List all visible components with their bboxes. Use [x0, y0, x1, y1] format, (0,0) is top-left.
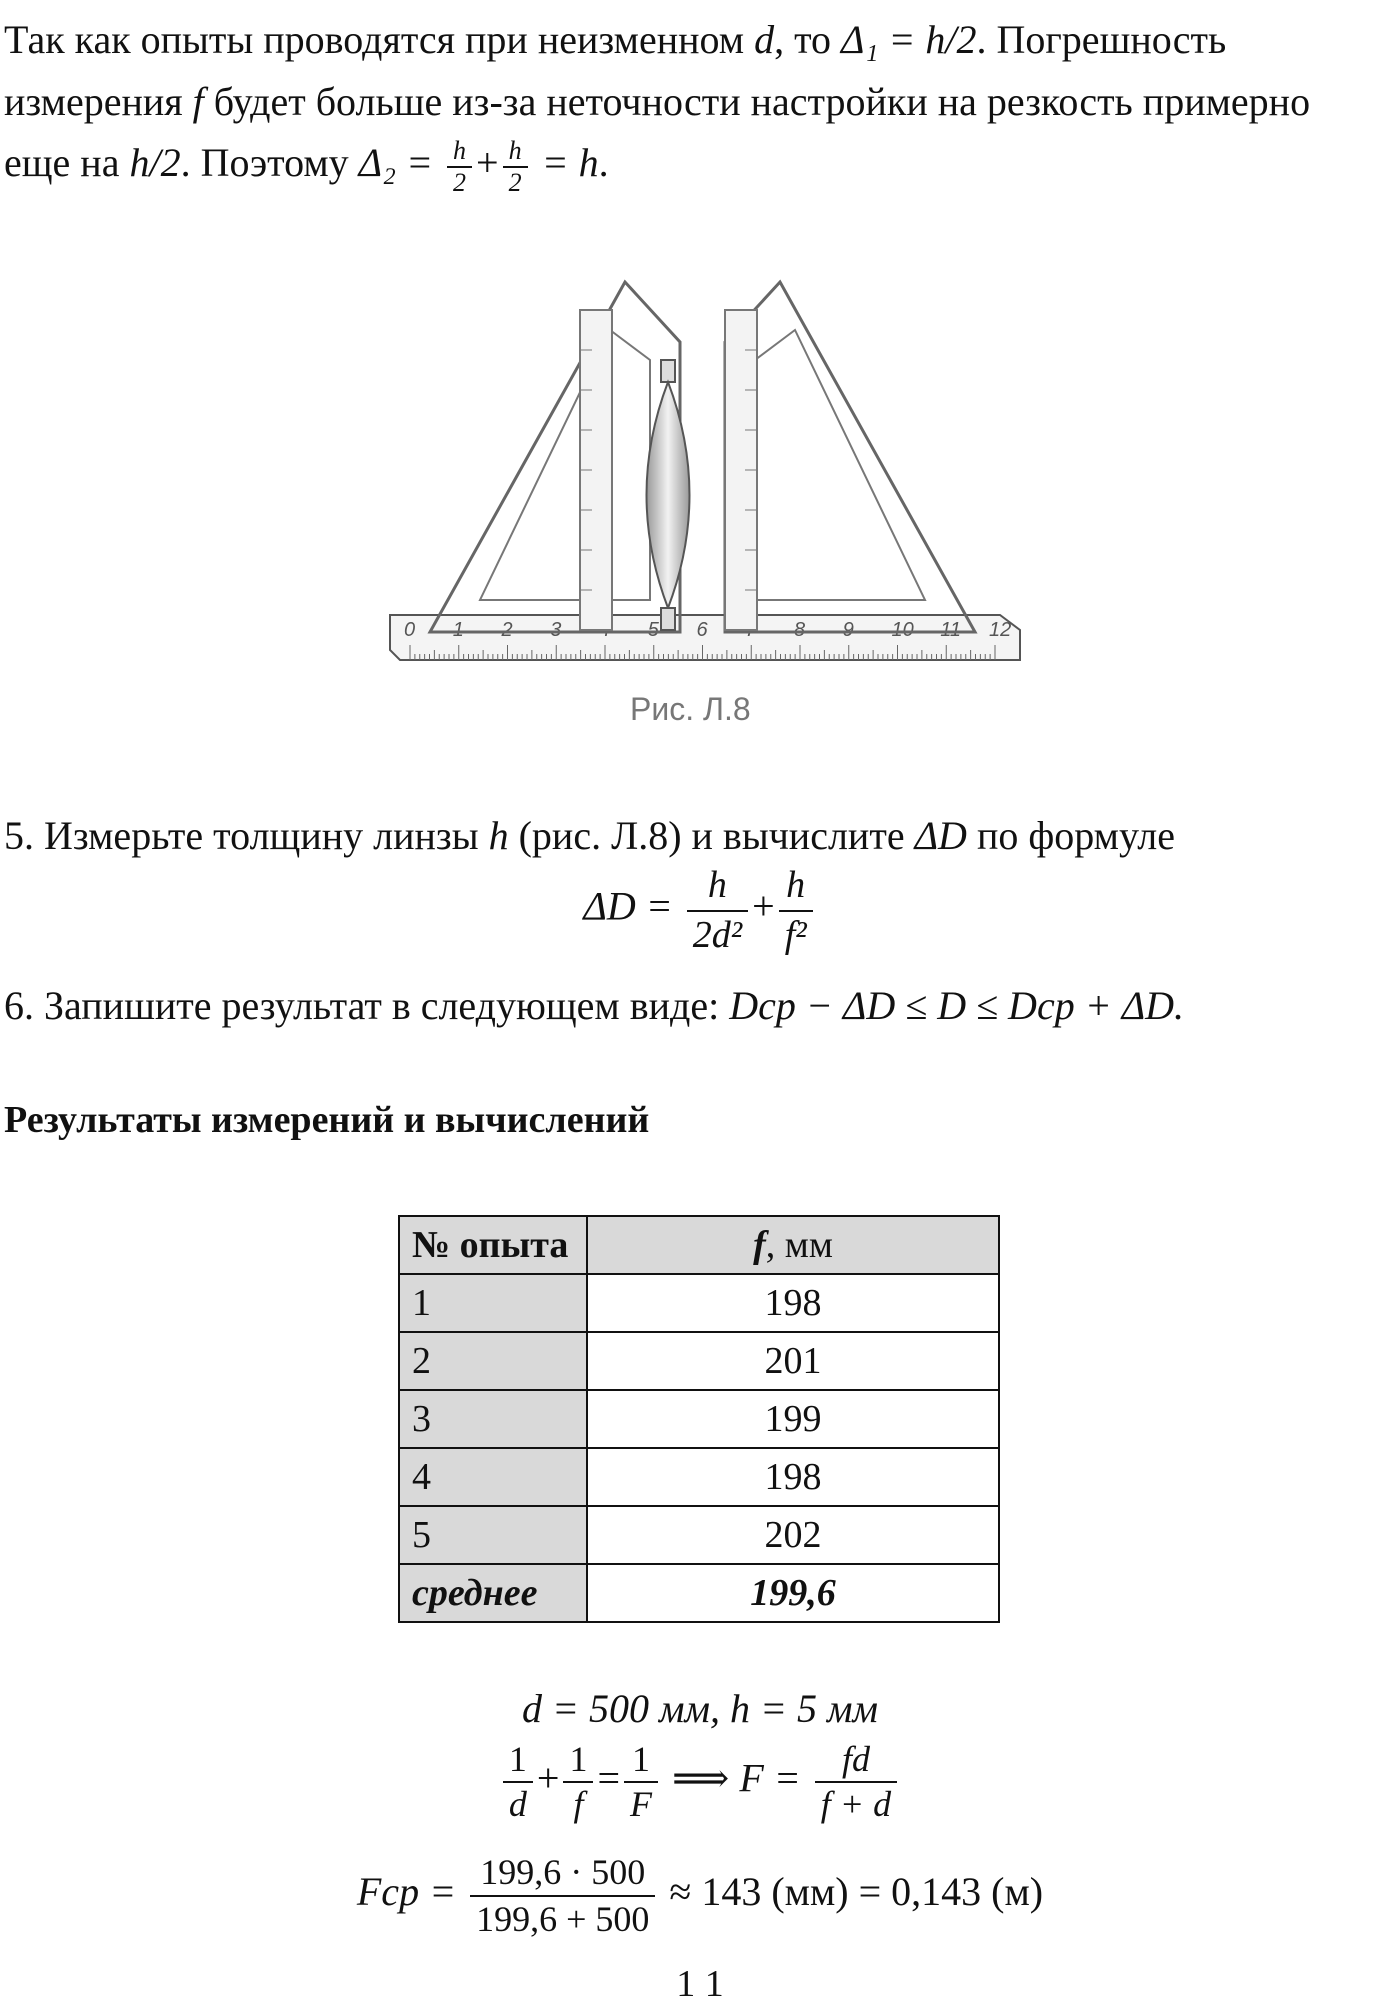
step-6-text: 6. Запишите результат в следующем виде: — [4, 983, 720, 1028]
step-5-text: 5. Измерьте толщину линзы — [4, 813, 479, 858]
cell-n: 1 — [399, 1274, 587, 1332]
ruler — [390, 615, 1020, 660]
right-triangle — [725, 282, 975, 632]
ruler-label: 5 — [647, 619, 659, 641]
cell-f: 198 — [587, 1448, 999, 1506]
fcp-result: ≈ 143 (мм) = 0,143 (м) — [669, 1869, 1044, 1915]
equals-sign: = — [597, 1755, 621, 1801]
fraction-fcp: $\frac{199,6 \cdot 500}{199,6 + 500}$ — [470, 1850, 655, 1942]
ruler-label: 3 — [550, 619, 562, 641]
fcp-lhs: Fср = — [356, 1869, 457, 1915]
fraction-fd-over-f-plus-d: $\frac{fd}{f + d}$ — [815, 1738, 897, 1826]
lens-equation — [0, 1738, 1400, 1826]
intro-text: , то — [774, 17, 832, 62]
intro-text: еще на — [4, 140, 120, 186]
left-triangle — [430, 282, 680, 632]
table-header-row — [399, 1216, 999, 1274]
step-5-text: (рис. Л.8) и вычислите — [518, 813, 905, 858]
plus-sign: + — [476, 140, 499, 186]
ruler-label: 8 — [794, 619, 806, 641]
intro-line-3 — [4, 136, 609, 198]
fraction-1-over-f: $\frac{1}{f}$ — [563, 1738, 593, 1826]
formula-result-range: Dср − ΔD ≤ D ≤ Dср + ΔD. — [729, 983, 1185, 1028]
table-row — [399, 1506, 999, 1564]
var-delta-d: ΔD — [914, 813, 967, 858]
cell-average-label: среднее — [399, 1564, 587, 1622]
period: . — [598, 140, 609, 186]
fraction-1-over-d: $\frac{1}{d}$ — [503, 1738, 533, 1826]
var-f: f — [192, 79, 204, 124]
step-5-text: по формуле — [976, 813, 1175, 858]
fraction-h-over-2: $\frac{h}{2}$ — [503, 136, 528, 198]
intro-text: будет больше из-за неточности настройки на резкость примерно — [213, 79, 1311, 124]
results-heading: Результаты измерений и вычислений — [4, 1099, 650, 1141]
cell-average-value: 199,6 — [587, 1564, 999, 1622]
ruler-label: 9 — [842, 619, 854, 641]
fraction-h-over-2: $\frac{h}{2}$ — [447, 136, 472, 198]
table-row — [399, 1332, 999, 1390]
table-row — [399, 1448, 999, 1506]
header-f-mm: f, мм — [587, 1216, 999, 1274]
header-experiment-number: № опыта — [399, 1216, 587, 1274]
cell-n: 4 — [399, 1448, 587, 1506]
step-6-line — [4, 980, 1184, 1032]
var-d: d — [754, 17, 775, 62]
figure-caption: Рис. Л.8 — [630, 691, 751, 727]
var-h: h — [488, 813, 509, 858]
cell-n: 3 — [399, 1390, 587, 1448]
intro-text: . Погрешность — [976, 17, 1227, 62]
formula-lhs: ΔD = — [583, 883, 673, 929]
implies-F: ⟹ F = — [672, 1755, 801, 1801]
table-row-average — [399, 1564, 999, 1622]
ruler-label: 10 — [891, 619, 914, 641]
formula-h-half: h/2 — [129, 140, 181, 186]
intro-line-2 — [4, 76, 1310, 128]
next-formula-partial: 1 1 — [676, 1963, 724, 2005]
cell-f: 201 — [587, 1332, 999, 1390]
cell-n: 2 — [399, 1332, 587, 1390]
plus-sign: + — [752, 883, 775, 929]
ruler-label: 6 — [696, 619, 708, 641]
fcp-calculation — [0, 1850, 1400, 1942]
intro-text: . Поэтому — [180, 140, 349, 186]
ruler-label: 0 — [404, 619, 416, 641]
cell-f: 199 — [587, 1390, 999, 1448]
ruler-label: 2 — [501, 619, 513, 641]
table-row — [399, 1274, 999, 1332]
intro-line-1 — [4, 14, 1226, 66]
step-5-line — [4, 810, 1175, 862]
ruler-label: 12 — [989, 619, 1012, 641]
formula-delta2: Δ₂ = — [358, 140, 434, 186]
fraction-h-f2: $\frac{h}{\text{f²}}$ — [779, 862, 813, 959]
ruler-label: 11 — [940, 619, 962, 641]
fraction-1-over-F: $\frac{1}{F}$ — [624, 1738, 658, 1826]
formula-delta-d — [0, 862, 1400, 959]
intro-text: Так как опыты проводятся при неизменном — [4, 17, 745, 62]
table-row — [399, 1390, 999, 1448]
lens — [647, 360, 690, 630]
figure-lens-measurement — [380, 270, 1040, 740]
results-table — [398, 1215, 1000, 1623]
given-params: d = 500 мм, h = 5 мм — [521, 1686, 879, 1731]
cell-f: 202 — [587, 1506, 999, 1564]
intro-text: измерения — [4, 79, 183, 124]
cell-f: 198 — [587, 1274, 999, 1332]
formula-delta1: Δ₁ = h/2 — [841, 17, 977, 62]
plus-sign: + — [536, 1755, 560, 1801]
formula-eq-h: = h — [541, 140, 599, 186]
cell-n: 5 — [399, 1506, 587, 1564]
fraction-h-2d2: $\frac{h}{\text{2d²}}$ — [687, 862, 748, 959]
ruler-label: 1 — [452, 619, 464, 641]
